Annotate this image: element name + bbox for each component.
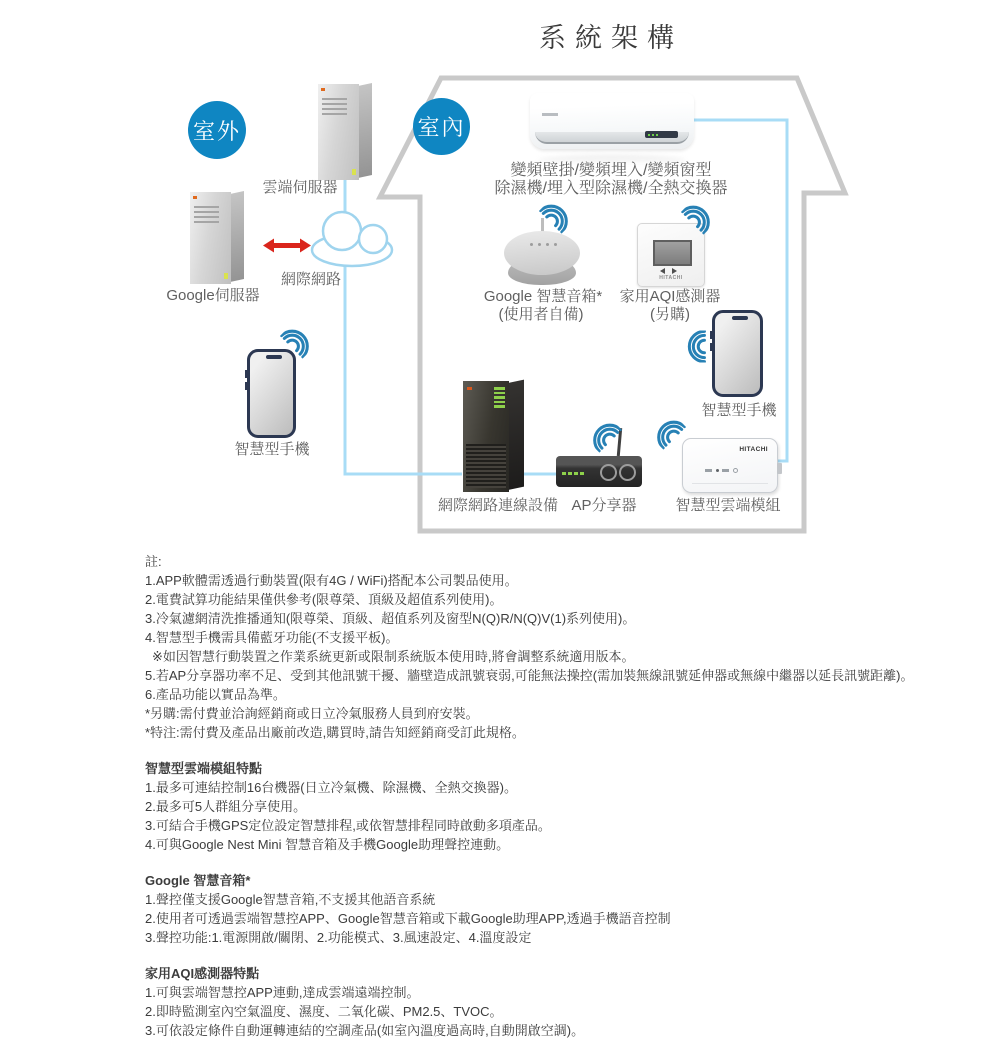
server-vent	[322, 98, 347, 100]
module-connector	[777, 463, 782, 474]
speaker-dome	[504, 231, 580, 275]
feature-line: 2.最多可5人群組分享使用。	[145, 799, 307, 814]
server-power-led	[321, 88, 325, 91]
server-vent	[322, 113, 347, 115]
aqi-brand: HITACHI	[659, 275, 683, 281]
section-gap	[145, 854, 985, 871]
note-line: ※如因智慧行動裝置之作業系統更新或限制系統版本使用時,將會調整系統適用版本。	[152, 649, 635, 664]
feature-line: 2.使用者可透過雲端智慧控APP、Google智慧音箱或下載Google助理APP,透過手機語音控制	[145, 911, 671, 926]
aqi-sensor-icon	[637, 223, 705, 287]
ac-logo	[542, 113, 558, 116]
section-module-heading: 智慧型雲端模組特點	[145, 761, 263, 776]
section-speaker-heading: Google 智慧音箱*	[145, 873, 251, 888]
feature-line: 1.聲控僅支援Google智慧音箱,不支援其他語音系統	[145, 892, 436, 907]
feature-line: 4.可與Google Nest Mini 智慧音箱及手機Google助理聲控連動。	[145, 837, 510, 852]
indoor-badge	[413, 98, 470, 155]
aqi-label: 家用AQI感測器	[619, 288, 721, 305]
server-power-led	[193, 196, 197, 199]
modem-led	[494, 396, 505, 399]
server-vent	[322, 108, 347, 110]
ap-led	[568, 472, 572, 475]
notes-block	[145, 552, 985, 1040]
server-vent	[194, 221, 219, 223]
phone-button	[710, 331, 713, 339]
note-line: 5.若AP分享器功率不足、受到其他訊號干擾、牆壁造成訊號衰弱,可能無法操控(需加裝無線訊號延伸器或無線中繼器以延長訊號距離)。	[145, 668, 914, 683]
wifi-icon	[678, 331, 707, 363]
aqi-screen	[653, 240, 692, 266]
ap-speaker-ring	[600, 464, 617, 481]
modem-side	[508, 380, 524, 490]
ac-caption-line2: 除濕機/埋入型除濕機/全熱交換器	[494, 180, 728, 197]
server-vent	[194, 206, 219, 208]
speaker-led	[530, 243, 533, 246]
feature-line: 3.聲控功能:1.電源開啟/關閉、2.功能模式、3.風速設定、4.溫度設定	[145, 930, 532, 945]
server-vent	[194, 211, 219, 213]
note-line: 3.冷氣濾網清洗推播通知(限尊榮、頂級、超值系列及窗型N(Q)R/N(Q)V(1)系列使用)。	[145, 611, 636, 626]
speaker-led	[546, 243, 549, 246]
ap-router-label: AP分享器	[571, 497, 637, 514]
aqi-right-arrow-icon	[672, 268, 677, 274]
feature-line: 2.即時監測室內空氣溫度、濕度、二氧化碳、PM2.5、TVOC。	[145, 1004, 503, 1019]
feature-line: 1.最多可連結控制16台機器(日立冷氣機、除濕機、全熱交換器)。	[145, 780, 517, 795]
smart-cloud-module-label: 智慧型雲端模組	[675, 497, 781, 514]
google-speaker-icon	[504, 217, 580, 289]
speaker-sublabel: (使用者自備)	[498, 306, 584, 323]
indoor-label: 室內	[417, 115, 466, 140]
air-conditioner-icon	[530, 93, 694, 149]
google-server-label: Google伺服器	[166, 287, 260, 304]
internet-label: 網際網路	[280, 271, 342, 288]
connector-cloudserver-to-modem	[345, 178, 462, 474]
server-side	[358, 83, 372, 178]
internet-cloud-icon	[312, 212, 392, 266]
smart-cloud-module-icon	[682, 438, 778, 493]
note-line: 1.APP軟體需透過行動裝置(限有4G / WiFi)搭配本公司製品使用。	[145, 573, 518, 588]
ap-led	[574, 472, 578, 475]
server-vent	[322, 103, 347, 105]
phone-button	[245, 370, 248, 378]
section-gap	[145, 947, 985, 964]
section-aqi-heading: 家用AQI感測器特點	[145, 966, 260, 981]
aqi-sublabel: (另購)	[650, 306, 690, 323]
note-line: *另購:需付費並洽詢經銷商或日立冷氣服務人員到府安裝。	[145, 706, 479, 721]
modem-led	[494, 401, 505, 404]
modem-power-led	[467, 387, 472, 390]
server-vent	[194, 216, 219, 218]
ap-led	[562, 472, 566, 475]
note-line: 4.智慧型手機需具備藍牙功能(不支援平板)。	[145, 630, 399, 645]
note-line: 6.產品功能以實品為準。	[145, 687, 286, 702]
feature-line: 1.可與雲端智慧控APP連動,達成雲端遠端控制。	[145, 985, 420, 1000]
sync-arrow-icon	[263, 239, 311, 253]
modem-led	[494, 392, 505, 395]
ap-speaker-ring	[619, 464, 636, 481]
ap-led	[580, 472, 584, 475]
modem-led	[494, 405, 505, 408]
cloud-server-icon	[318, 84, 374, 180]
phone-notch	[266, 355, 282, 359]
server-status-led	[352, 169, 356, 175]
aqi-left-arrow-icon	[660, 268, 665, 274]
note-line: *特注:需付費及產品出廠前改造,購買時,請告知經銷商受訂此規格。	[145, 725, 525, 740]
phone-button	[710, 343, 713, 351]
feature-line: 3.可結合手機GPS定位設定智慧排程,或依智慧排程同時啟動多項產品。	[145, 818, 551, 833]
server-side	[230, 191, 244, 282]
smartphone-right-label: 智慧型手機	[701, 402, 777, 419]
smartphone-left-label: 智慧型手機	[234, 441, 310, 458]
page-title: 系統架構	[539, 23, 683, 53]
feature-line: 3.可依設定條件自動運轉連結的空調產品(如室內溫度過高時,自動開啟空調)。	[145, 1023, 585, 1038]
module-seam	[692, 483, 768, 484]
speaker-led	[554, 243, 557, 246]
speaker-led	[538, 243, 541, 246]
ac-caption-line1: 變頻壁掛/變頻埋入/變頻窗型	[510, 162, 712, 179]
phone-notch	[732, 316, 748, 320]
internet-equipment-label: 網際網路連線設備	[437, 497, 559, 514]
outdoor-label: 室外	[192, 118, 241, 144]
ac-display	[645, 131, 678, 138]
speaker-label: Google 智慧音箱*	[483, 288, 603, 305]
notes-heading: 註:	[145, 554, 162, 569]
modem-led	[494, 387, 505, 390]
server-status-led	[224, 273, 228, 279]
smartphone-icon	[247, 349, 296, 438]
section-gap	[145, 742, 985, 759]
modem-grill	[466, 444, 506, 488]
smartphone-icon	[712, 310, 763, 397]
google-server-icon	[190, 192, 246, 284]
module-status-leds	[705, 468, 738, 473]
note-line: 2.電費試算功能結果僅供參考(限尊榮、頂級及超值系列使用)。	[145, 592, 503, 607]
internet-equipment-icon	[463, 381, 525, 492]
outdoor-badge	[188, 101, 246, 159]
phone-button	[245, 382, 248, 390]
cloud-server-label: 雲端伺服器	[262, 179, 338, 196]
module-brand: HITACHI	[739, 446, 768, 453]
